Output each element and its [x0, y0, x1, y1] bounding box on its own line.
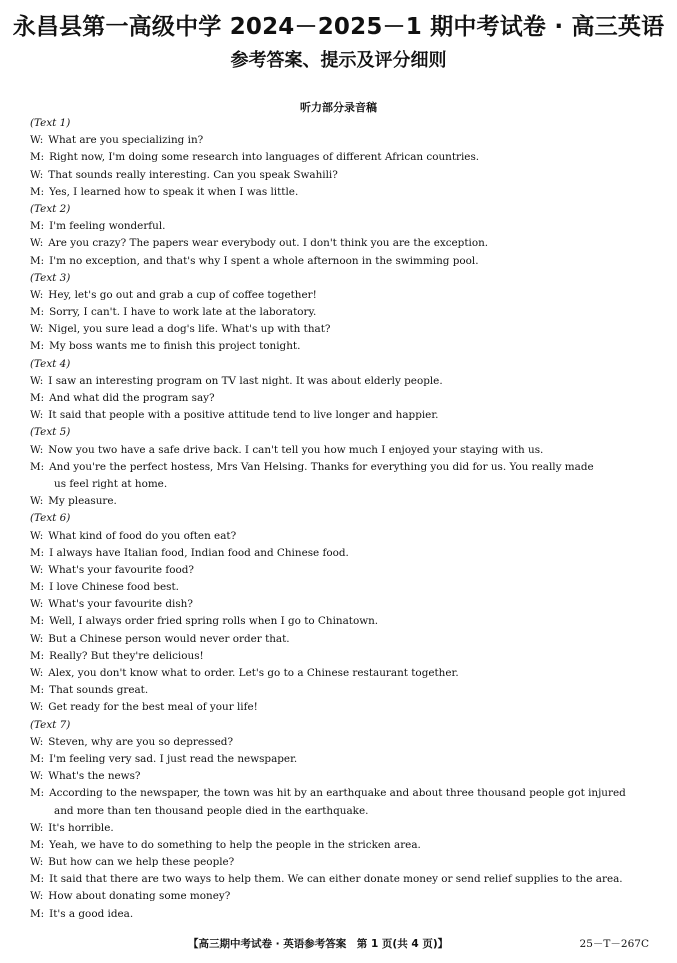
dialogue-text: What are you specializing in?: [48, 134, 204, 147]
dialogue-line: [30, 734, 655, 751]
speaker-label: M:: [30, 873, 45, 886]
dialogue-text: Nigel, you sure lead a dog's life. What's up with that?: [48, 323, 331, 336]
dialogue-line: [30, 820, 655, 837]
speaker-label: W:: [30, 168, 44, 181]
dialogue-text: According to the newspaper, the town was hit by an earthquake and about three thousand people got injured: [49, 787, 626, 800]
text-heading: (Text 2): [30, 202, 71, 215]
speaker-label: W:: [30, 134, 44, 147]
speaker-label: M:: [30, 649, 45, 662]
speaker-label: W:: [30, 563, 44, 576]
dialogue-text: What's the news?: [48, 770, 141, 783]
dialogue-text: I saw an interesting program on TV last night. It was about elderly people.: [48, 374, 443, 387]
speaker-label: W:: [30, 701, 44, 714]
dialogue-text: I'm feeling wonderful.: [49, 220, 166, 233]
dialogue-text: I love Chinese food best.: [49, 581, 179, 594]
dialogue-line: [30, 545, 655, 562]
dialogue-text: That sounds really interesting. Can you speak Swahili?: [48, 168, 338, 181]
dialogue-line: [30, 167, 655, 184]
dialogue-line-continuation: and more than ten thousand people died in the earthquake.: [54, 804, 369, 817]
dialogue-text: I'm feeling very sad. I just read the newspaper.: [49, 752, 298, 765]
dialogue-text: What's your favourite dish?: [48, 598, 193, 611]
speaker-label: M:: [30, 546, 45, 559]
text-heading: (Text 4): [30, 357, 71, 370]
speaker-label: M:: [30, 838, 45, 851]
section-title: 听力部分录音稿: [300, 101, 377, 114]
speaker-label: M:: [30, 460, 45, 473]
dialogue-text: Are you crazy? The papers wear everybody out. I don't think you are the exception.: [48, 237, 489, 250]
speaker-label: M:: [30, 787, 45, 800]
dialogue-line: [30, 648, 655, 665]
dialogue-text: But how can we help these people?: [48, 856, 235, 869]
dialogue-line: [30, 837, 655, 854]
dialogue-line: [30, 287, 655, 304]
dialogue-text: Yes, I learned how to speak it when I was little.: [49, 185, 299, 198]
document-subtitle: 参考答案、提示及评分细则: [230, 50, 447, 71]
dialogue-line: [30, 888, 655, 905]
speaker-label: M:: [30, 684, 45, 697]
dialogue-line-continuation: us feel right at home.: [54, 477, 168, 490]
dialogue-text: It's a good idea.: [49, 907, 134, 920]
dialogue-text: Alex, you don't know what to order. Let's go to a Chinese restaurant together.: [48, 667, 459, 679]
text-heading: (Text 3): [30, 271, 71, 284]
dialogue-line: [30, 442, 655, 459]
dialogue-text: I always have Italian food, Indian food and Chinese food.: [49, 546, 349, 559]
speaker-label: M:: [30, 392, 45, 404]
dialogue-text: And what did the program say?: [49, 392, 215, 404]
dialogue-text: What kind of food do you often eat?: [48, 529, 237, 542]
dialogue-text: Get ready for the best meal of your life!: [48, 701, 258, 714]
speaker-label: W:: [30, 770, 44, 783]
speaker-label: M:: [30, 752, 45, 765]
speaker-label: W:: [30, 856, 44, 869]
speaker-label: M:: [30, 185, 45, 198]
dialogue-line: [30, 132, 655, 149]
dialogue-line: [30, 149, 655, 166]
speaker-label: W:: [30, 735, 44, 748]
text-heading: (Text 6): [30, 512, 71, 525]
dialogue-text: How about donating some money?: [48, 890, 231, 903]
dialogue-line: [30, 682, 655, 699]
dialogue-text: But a Chinese person would never order that.: [48, 632, 290, 645]
dialogue-text: Well, I always order fried spring rolls when I go to Chinatown.: [49, 615, 379, 628]
speaker-label: W:: [30, 890, 44, 903]
dialogue-line: [30, 184, 655, 201]
footer-code: 25－T－267C: [579, 938, 649, 950]
transcript: [30, 115, 655, 923]
speaker-label: W:: [30, 374, 44, 387]
dialogue-text: It's horrible.: [48, 821, 114, 834]
speaker-label: M:: [30, 340, 45, 353]
speaker-label: M:: [30, 907, 45, 920]
dialogue-line: [30, 699, 655, 716]
footer-page-info: 【高三期中考试卷 · 英语参考答案 第 1 页(共 4 页)】: [188, 938, 449, 950]
speaker-label: W:: [30, 409, 44, 422]
dialogue-text: My boss wants me to finish this project tonight.: [49, 340, 301, 353]
text-heading: (Text 1): [30, 117, 71, 129]
dialogue-text: Yeah, we have to do something to help the people in the stricken area.: [49, 838, 421, 851]
dialogue-text: That sounds great.: [49, 684, 149, 697]
dialogue-line: [30, 871, 655, 888]
dialogue-line: [30, 459, 655, 476]
dialogue-text: Hey, let's go out and grab a cup of coffee together!: [48, 288, 317, 301]
speaker-label: W:: [30, 667, 44, 679]
dialogue-text: It said that there are two ways to help them. We can either donate money or send relief supplies to the area.: [49, 873, 623, 886]
dialogue-line: [30, 906, 655, 923]
dialogue-text: Really? But they're delicious!: [49, 649, 204, 662]
dialogue-line: [30, 631, 655, 648]
dialogue-line: [30, 373, 655, 390]
speaker-label: W:: [30, 323, 44, 336]
speaker-label: W:: [30, 598, 44, 611]
dialogue-text: What's your favourite food?: [48, 563, 194, 576]
speaker-label: M:: [30, 254, 45, 267]
dialogue-text: And you're the perfect hostess, Mrs Van Helsing. Thanks for everything you did for us. You really made: [49, 460, 594, 473]
dialogue-line: [30, 235, 655, 252]
speaker-label: M:: [30, 151, 45, 164]
dialogue-text: It said that people with a positive attitude tend to live longer and happier.: [48, 409, 439, 422]
speaker-label: W:: [30, 529, 44, 542]
speaker-label: W:: [30, 237, 44, 250]
dialogue-text: Steven, why are you so depressed?: [48, 735, 234, 748]
dialogue-line: [30, 304, 655, 321]
speaker-label: M:: [30, 306, 45, 319]
dialogue-text: Sorry, I can't. I have to work late at the laboratory.: [49, 306, 317, 319]
dialogue-line: [30, 528, 655, 545]
text-heading: (Text 7): [30, 718, 71, 731]
dialogue-line: [30, 751, 655, 768]
dialogue-line: [30, 407, 655, 424]
dialogue-text: Now you two have a safe drive back. I can't tell you how much I enjoyed your staying with us.: [48, 443, 544, 456]
dialogue-text: My pleasure.: [48, 495, 117, 508]
dialogue-line: [30, 579, 655, 596]
dialogue-line: [30, 390, 655, 407]
dialogue-line: [30, 321, 655, 338]
dialogue-text: I'm no exception, and that's why I spent a whole afternoon in the swimming pool.: [49, 254, 479, 267]
dialogue-line: [30, 665, 655, 682]
document-title: 永昌县第一高级中学 2024－2025－1 期中考试卷 · 高三英语: [12, 14, 665, 40]
speaker-label: M:: [30, 615, 45, 628]
dialogue-line: [30, 253, 655, 270]
dialogue-line: [30, 613, 655, 630]
speaker-label: W:: [30, 288, 44, 301]
dialogue-line: [30, 768, 655, 785]
dialogue-text: Right now, I'm doing some research into languages of different African countries.: [49, 151, 480, 164]
speaker-label: M:: [30, 220, 45, 233]
dialogue-line: [30, 493, 655, 510]
dialogue-line: [30, 596, 655, 613]
speaker-label: W:: [30, 443, 44, 456]
speaker-label: M:: [30, 581, 45, 594]
dialogue-line: [30, 785, 655, 802]
dialogue-line: [30, 562, 655, 579]
dialogue-line: [30, 338, 655, 355]
dialogue-line: [30, 218, 655, 235]
speaker-label: W:: [30, 821, 44, 834]
text-heading: (Text 5): [30, 426, 71, 439]
speaker-label: W:: [30, 495, 44, 508]
dialogue-line: [30, 854, 655, 871]
speaker-label: W:: [30, 632, 44, 645]
